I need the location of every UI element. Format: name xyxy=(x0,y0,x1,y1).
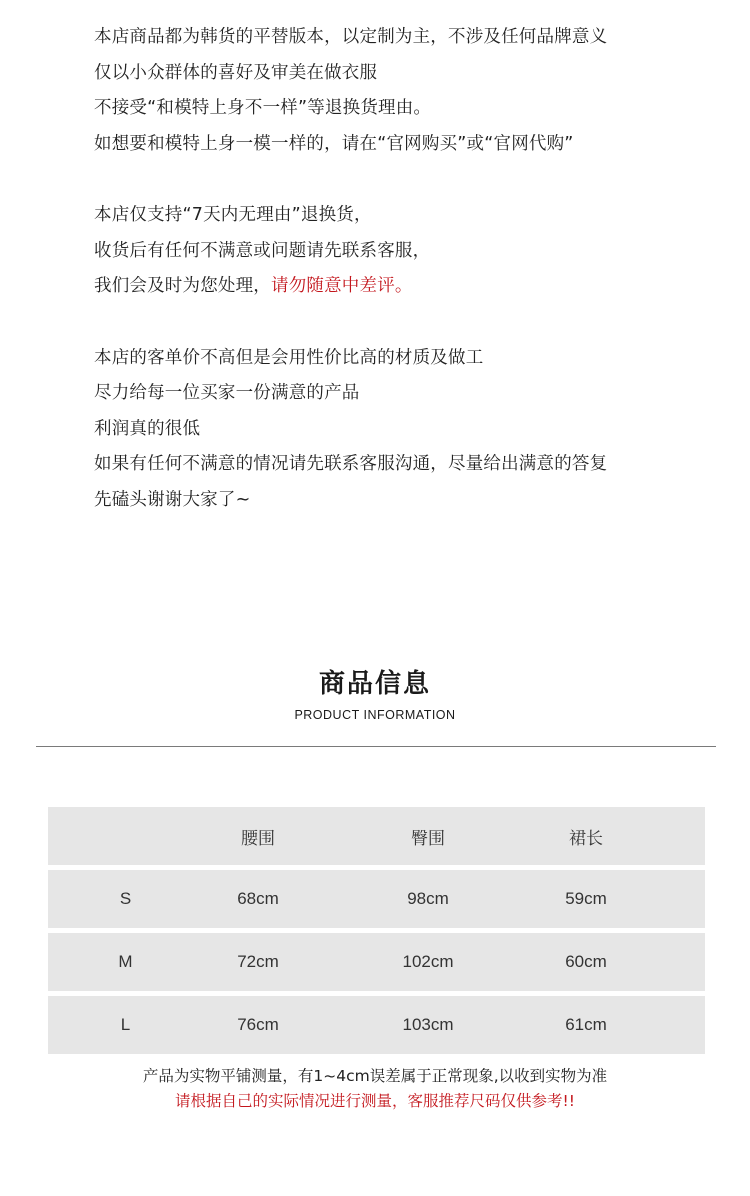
notice-line: 尽力给每一位买家一份满意的产品 xyxy=(94,383,360,403)
notice-line: 本店商品都为韩货的平替版本，以定制为主，不涉及任何品牌意义 xyxy=(94,27,608,47)
notice-line: 本店仅支持“7天内无理由”退换货， xyxy=(94,205,372,225)
section-title-cn: 商品信息 xyxy=(318,669,431,699)
measurement-note xyxy=(0,1064,750,1114)
length-value: 59cm xyxy=(565,889,607,908)
notice-line: 收货后有任何不满意或问题请先联系客服， xyxy=(94,240,431,261)
table-row xyxy=(48,933,705,991)
header-length: 裙长 xyxy=(569,828,603,849)
store-notice xyxy=(94,20,734,554)
length-value: 61cm xyxy=(565,1015,607,1034)
size-reference-warning: 请根据自己的实际情况进行测量，客服推荐尺码仅供参考!! xyxy=(175,1092,575,1110)
size-label: M xyxy=(118,952,133,971)
no-bad-review-warning: 请勿随意中差评。 xyxy=(271,276,413,296)
notice-paragraph-1 xyxy=(94,20,734,162)
product-info-heading xyxy=(0,666,750,722)
size-label: S xyxy=(119,889,132,908)
notice-line: 仅以小众群体的喜好及审美在做衣服 xyxy=(94,62,378,83)
size-label: L xyxy=(120,1015,131,1034)
hip-value: 102cm xyxy=(402,952,454,971)
notice-line: 先磕头谢谢大家了~ xyxy=(94,489,251,510)
notice-line: 如果有任何不满意的情况请先联系客服沟通，尽量给出满意的答复 xyxy=(94,454,608,474)
section-divider xyxy=(36,746,716,747)
waist-value: 68cm xyxy=(237,889,279,908)
notice-line: 如想要和模特上身一模一样的，请在“官网购买”或“官网代购” xyxy=(94,133,574,154)
notice-line xyxy=(94,269,734,305)
notice-paragraph-2 xyxy=(94,198,734,305)
notice-paragraph-3 xyxy=(94,341,734,519)
hip-value: 98cm xyxy=(407,889,449,908)
header-waist: 腰围 xyxy=(241,828,275,849)
table-row xyxy=(48,870,705,928)
notice-line: 本店的客单价不高但是会用性价比高的材质及做工 xyxy=(94,347,484,368)
table-header-row xyxy=(48,807,705,865)
waist-value: 76cm xyxy=(237,1015,279,1034)
notice-line: 不接受“和模特上身不一样”等退换货理由。 xyxy=(94,98,432,118)
waist-value: 72cm xyxy=(237,952,279,971)
notice-line: 利润真的很低 xyxy=(94,418,201,439)
size-table xyxy=(48,807,705,1059)
length-value: 60cm xyxy=(565,952,607,971)
header-hip: 臀围 xyxy=(411,828,445,849)
table-row xyxy=(48,996,705,1054)
measurement-error-note: 产品为实物平铺测量，有1~4cm误差属于正常现象,以收到实物为准 xyxy=(142,1067,608,1085)
section-title-en: PRODUCT INFORMATION xyxy=(294,708,456,722)
hip-value: 103cm xyxy=(402,1015,454,1034)
notice-text: 我们会及时为您处理， xyxy=(94,276,271,296)
